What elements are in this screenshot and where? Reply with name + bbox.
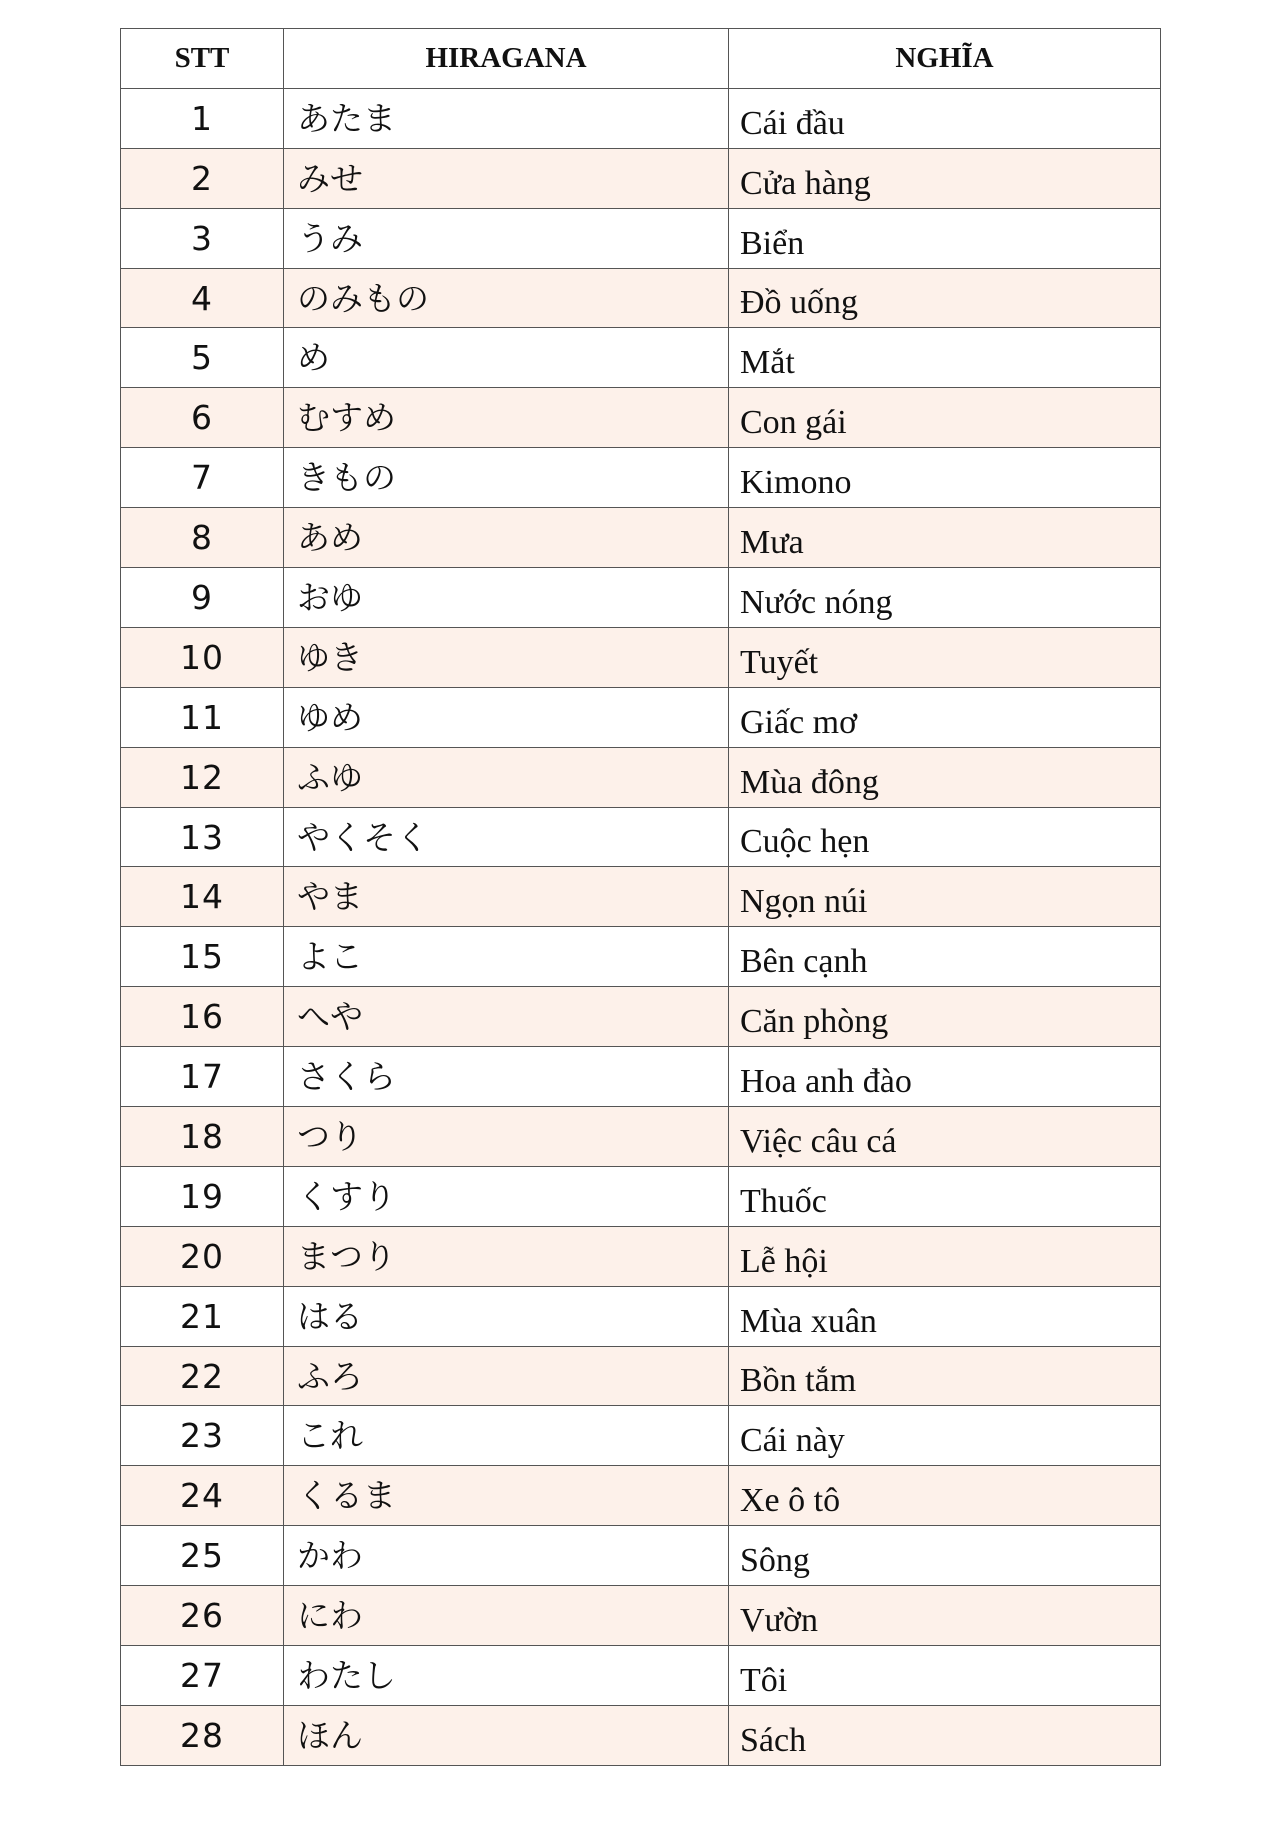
row-number-cell: 7 xyxy=(121,448,284,508)
table-row xyxy=(121,508,1161,568)
row-number-cell: 3 xyxy=(121,208,284,268)
table-row xyxy=(121,1107,1161,1167)
row-number-cell: 2 xyxy=(121,148,284,208)
hiragana-cell: ゆめ xyxy=(284,687,729,747)
row-number-cell: 1 xyxy=(121,88,284,148)
table-row xyxy=(121,448,1161,508)
row-number-cell: 16 xyxy=(121,987,284,1047)
table-row xyxy=(121,627,1161,687)
row-number-cell: 14 xyxy=(121,867,284,927)
hiragana-cell: へや xyxy=(284,987,729,1047)
hiragana-cell: ほん xyxy=(284,1705,729,1765)
hiragana-cell: ふろ xyxy=(284,1346,729,1406)
table-row xyxy=(121,1406,1161,1466)
meaning-cell: Mùa xuân xyxy=(729,1286,1161,1346)
row-number-cell: 11 xyxy=(121,687,284,747)
row-number-cell: 26 xyxy=(121,1586,284,1646)
meaning-cell: Tuyết xyxy=(729,627,1161,687)
hiragana-cell: くるま xyxy=(284,1466,729,1526)
table-row xyxy=(121,208,1161,268)
row-number-cell: 20 xyxy=(121,1226,284,1286)
row-number-cell: 24 xyxy=(121,1466,284,1526)
table-row xyxy=(121,328,1161,388)
meaning-cell: Mắt xyxy=(729,328,1161,388)
row-number-cell: 21 xyxy=(121,1286,284,1346)
hiragana-cell: ふゆ xyxy=(284,747,729,807)
row-number-cell: 13 xyxy=(121,807,284,867)
meaning-cell: Giấc mơ xyxy=(729,687,1161,747)
meaning-cell: Con gái xyxy=(729,388,1161,448)
hiragana-cell: わたし xyxy=(284,1646,729,1706)
meaning-cell: Cái đầu xyxy=(729,88,1161,148)
row-number-cell: 9 xyxy=(121,568,284,628)
meaning-cell: Bên cạnh xyxy=(729,927,1161,987)
hiragana-cell: やくそく xyxy=(284,807,729,867)
header-stt: STT xyxy=(121,29,284,89)
hiragana-cell: くすり xyxy=(284,1166,729,1226)
hiragana-cell: ゆき xyxy=(284,627,729,687)
row-number-cell: 19 xyxy=(121,1166,284,1226)
row-number-cell: 8 xyxy=(121,508,284,568)
row-number-cell: 25 xyxy=(121,1526,284,1586)
meaning-cell: Mưa xyxy=(729,508,1161,568)
hiragana-cell: め xyxy=(284,328,729,388)
hiragana-cell: あたま xyxy=(284,88,729,148)
meaning-cell: Tôi xyxy=(729,1646,1161,1706)
hiragana-cell: みせ xyxy=(284,148,729,208)
hiragana-cell: はる xyxy=(284,1286,729,1346)
table-row xyxy=(121,927,1161,987)
row-number-cell: 12 xyxy=(121,747,284,807)
table-row xyxy=(121,1047,1161,1107)
row-number-cell: 27 xyxy=(121,1646,284,1706)
hiragana-cell: かわ xyxy=(284,1526,729,1586)
table-row xyxy=(121,747,1161,807)
row-number-cell: 4 xyxy=(121,268,284,328)
hiragana-cell: あめ xyxy=(284,508,729,568)
hiragana-cell: うみ xyxy=(284,208,729,268)
table-row xyxy=(121,687,1161,747)
hiragana-cell: つり xyxy=(284,1107,729,1167)
meaning-cell: Căn phòng xyxy=(729,987,1161,1047)
meaning-cell: Cái này xyxy=(729,1406,1161,1466)
row-number-cell: 5 xyxy=(121,328,284,388)
header-hiragana: HIRAGANA xyxy=(284,29,729,89)
meaning-cell: Kimono xyxy=(729,448,1161,508)
table-row xyxy=(121,867,1161,927)
table-row xyxy=(121,1466,1161,1526)
table-row xyxy=(121,1166,1161,1226)
meaning-cell: Thuốc xyxy=(729,1166,1161,1226)
hiragana-cell: むすめ xyxy=(284,388,729,448)
meaning-cell: Cửa hàng xyxy=(729,148,1161,208)
meaning-cell: Vườn xyxy=(729,1586,1161,1646)
hiragana-cell: のみもの xyxy=(284,268,729,328)
meaning-cell: Hoa anh đào xyxy=(729,1047,1161,1107)
row-number-cell: 22 xyxy=(121,1346,284,1406)
table-row xyxy=(121,148,1161,208)
hiragana-cell: さくら xyxy=(284,1047,729,1107)
meaning-cell: Nước nóng xyxy=(729,568,1161,628)
meaning-cell: Mùa đông xyxy=(729,747,1161,807)
table-row xyxy=(121,88,1161,148)
table-row xyxy=(121,568,1161,628)
meaning-cell: Bồn tắm xyxy=(729,1346,1161,1406)
table-row xyxy=(121,1586,1161,1646)
table-row xyxy=(121,1226,1161,1286)
meaning-cell: Cuộc hẹn xyxy=(729,807,1161,867)
hiragana-cell: まつり xyxy=(284,1226,729,1286)
table-row xyxy=(121,1526,1161,1586)
meaning-cell: Việc câu cá xyxy=(729,1107,1161,1167)
hiragana-cell: これ xyxy=(284,1406,729,1466)
meaning-cell: Xe ô tô xyxy=(729,1466,1161,1526)
row-number-cell: 23 xyxy=(121,1406,284,1466)
meaning-cell: Ngọn núi xyxy=(729,867,1161,927)
hiragana-cell: にわ xyxy=(284,1586,729,1646)
meaning-cell: Lễ hội xyxy=(729,1226,1161,1286)
table-body xyxy=(121,88,1161,1765)
table-row xyxy=(121,807,1161,867)
vocabulary-table xyxy=(120,28,1161,1766)
hiragana-cell: きもの xyxy=(284,448,729,508)
row-number-cell: 28 xyxy=(121,1705,284,1765)
row-number-cell: 17 xyxy=(121,1047,284,1107)
table-row xyxy=(121,1286,1161,1346)
meaning-cell: Đồ uống xyxy=(729,268,1161,328)
table-row xyxy=(121,1705,1161,1765)
header-nghia: NGHĨA xyxy=(729,29,1161,89)
header-row xyxy=(121,29,1161,89)
table-row xyxy=(121,987,1161,1047)
table-row xyxy=(121,268,1161,328)
table-row xyxy=(121,1346,1161,1406)
meaning-cell: Sông xyxy=(729,1526,1161,1586)
table-row xyxy=(121,1646,1161,1706)
hiragana-cell: やま xyxy=(284,867,729,927)
hiragana-cell: よこ xyxy=(284,927,729,987)
row-number-cell: 10 xyxy=(121,627,284,687)
row-number-cell: 18 xyxy=(121,1107,284,1167)
meaning-cell: Sách xyxy=(729,1705,1161,1765)
row-number-cell: 6 xyxy=(121,388,284,448)
table-row xyxy=(121,388,1161,448)
row-number-cell: 15 xyxy=(121,927,284,987)
meaning-cell: Biển xyxy=(729,208,1161,268)
hiragana-cell: おゆ xyxy=(284,568,729,628)
